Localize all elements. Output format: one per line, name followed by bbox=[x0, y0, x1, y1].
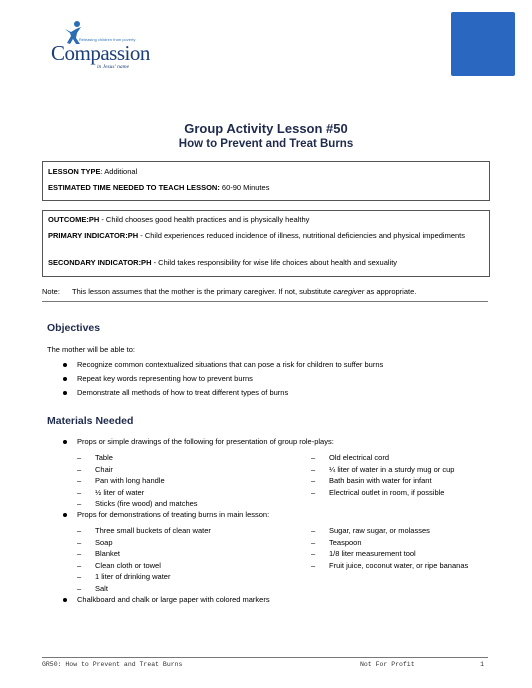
list-item: – ¼ liter of water in a sturdy mug or cup bbox=[311, 464, 455, 474]
list-item: Props for demonstrations of treating burns in main lesson: bbox=[63, 508, 269, 522]
list-item: – Sugar, raw sugar, or molasses bbox=[311, 526, 430, 535]
secondary-indicator-label: SECONDARY INDICATOR:PH bbox=[48, 258, 152, 267]
lesson-time-value: 60-90 Minutes bbox=[219, 183, 270, 192]
list-item: – Fruit juice, coconut water, or ripe bananas bbox=[311, 560, 469, 570]
lesson-type-label: LESSON TYPE bbox=[48, 167, 101, 176]
list-item: – Salt bbox=[77, 583, 108, 593]
compassion-logo bbox=[51, 20, 161, 70]
outcome-line bbox=[48, 215, 484, 225]
outcome-label: OUTCOME:PH bbox=[48, 215, 100, 224]
objectives-heading: Objectives bbox=[47, 322, 101, 334]
secondary-indicator-text: - Child takes responsibility for wise life choices about health and sexuality bbox=[151, 258, 398, 267]
note-emphasis: caregiver bbox=[333, 287, 365, 296]
materials-list-1 bbox=[63, 435, 334, 449]
list-item: – Pan with long handle bbox=[77, 476, 165, 485]
bullet-icon bbox=[63, 377, 67, 381]
list-item: – 1 liter of drinking water bbox=[77, 572, 171, 581]
lesson-time-label: ESTIMATED TIME NEEDED TO TEACH LESSON: bbox=[48, 183, 220, 192]
list-item: – 1/8 liter measurement tool bbox=[311, 549, 416, 558]
list-item: Recognize common contextualized situations that can pose a risk for children to suffer burns bbox=[63, 358, 383, 372]
bullet-icon bbox=[63, 391, 67, 395]
lesson-time-line bbox=[48, 183, 269, 193]
list-item: – ½ liter of water bbox=[77, 487, 145, 497]
page-subtitle: How to Prevent and Treat Burns bbox=[178, 138, 354, 150]
list-item: – Sticks (fire wood) and matches bbox=[77, 499, 198, 508]
note-text: This lesson assumes that the mother is the primary caregiver. If not, substitute bbox=[72, 287, 334, 296]
logo-tagline: Releasing children from poverty bbox=[79, 38, 136, 42]
list-item: – Electrical outlet in room, if possible bbox=[311, 487, 445, 497]
list-item: Repeat key words representing how to prevent burns bbox=[63, 372, 383, 386]
list-item: Props or simple drawings of the following for presentation of group role-plays: bbox=[63, 435, 334, 449]
list-item: Demonstrate all methods of how to treat different types of burns bbox=[63, 386, 383, 400]
bullet-icon bbox=[63, 598, 67, 602]
note-label: Note: bbox=[42, 287, 60, 296]
list-item: – Soap bbox=[77, 537, 113, 547]
outcome-text: - Child chooses good health practices and is physically healthy bbox=[99, 215, 310, 224]
materials-heading: Materials Needed bbox=[47, 415, 134, 427]
lesson-info-box bbox=[42, 161, 490, 201]
primary-indicator-line bbox=[48, 231, 484, 241]
note-text-end: as appropriate. bbox=[364, 287, 417, 296]
materials-list-3 bbox=[63, 593, 270, 607]
list-item: – Clean cloth or towel bbox=[77, 560, 161, 570]
page-title: Group Activity Lesson #50 bbox=[184, 121, 348, 136]
list-item: – Blanket bbox=[77, 549, 121, 558]
list-item: – Chair bbox=[77, 464, 113, 474]
bullet-icon bbox=[63, 363, 67, 367]
materials-2-right bbox=[311, 525, 496, 571]
bullet-icon bbox=[63, 440, 67, 444]
objectives-list bbox=[63, 358, 383, 400]
lesson-type-value: : Additional bbox=[100, 167, 138, 176]
lesson-type-line bbox=[48, 167, 137, 177]
logo-brand: Compassion bbox=[51, 41, 150, 65]
objectives-intro: The mother will be able to: bbox=[47, 345, 135, 354]
logo-subtext: in Jesus' name bbox=[97, 64, 130, 70]
materials-1-right bbox=[311, 452, 454, 498]
list-item: – Teaspoon bbox=[311, 537, 362, 547]
list-item: – Bath basin with water for infant bbox=[311, 476, 432, 485]
footer-title: GR50: How to Prevent and Treat Burns bbox=[42, 661, 183, 668]
materials-2-left bbox=[77, 525, 211, 594]
primary-indicator-text: - Child experiences reduced incidence of illness, nutritional deficiencies and physical impediments bbox=[138, 231, 465, 240]
note bbox=[42, 287, 488, 302]
outcome-box bbox=[42, 210, 490, 277]
page-number: 1 bbox=[480, 661, 484, 668]
materials-1-left bbox=[77, 452, 198, 510]
bullet-icon bbox=[63, 513, 67, 517]
list-item: – Old electrical cord bbox=[311, 453, 390, 462]
list-item: – Table bbox=[77, 453, 113, 462]
materials-list-2 bbox=[63, 508, 269, 522]
list-item: Chalkboard and chalk or large paper with colored markers bbox=[63, 593, 270, 607]
brand-color-block bbox=[451, 12, 515, 76]
primary-indicator-label: PRIMARY INDICATOR:PH bbox=[48, 231, 139, 240]
list-item: – Three small buckets of clean water bbox=[77, 526, 211, 535]
secondary-indicator-line bbox=[48, 258, 484, 268]
page-footer bbox=[42, 657, 488, 668]
footer-notice: Not For Profit bbox=[360, 661, 415, 668]
